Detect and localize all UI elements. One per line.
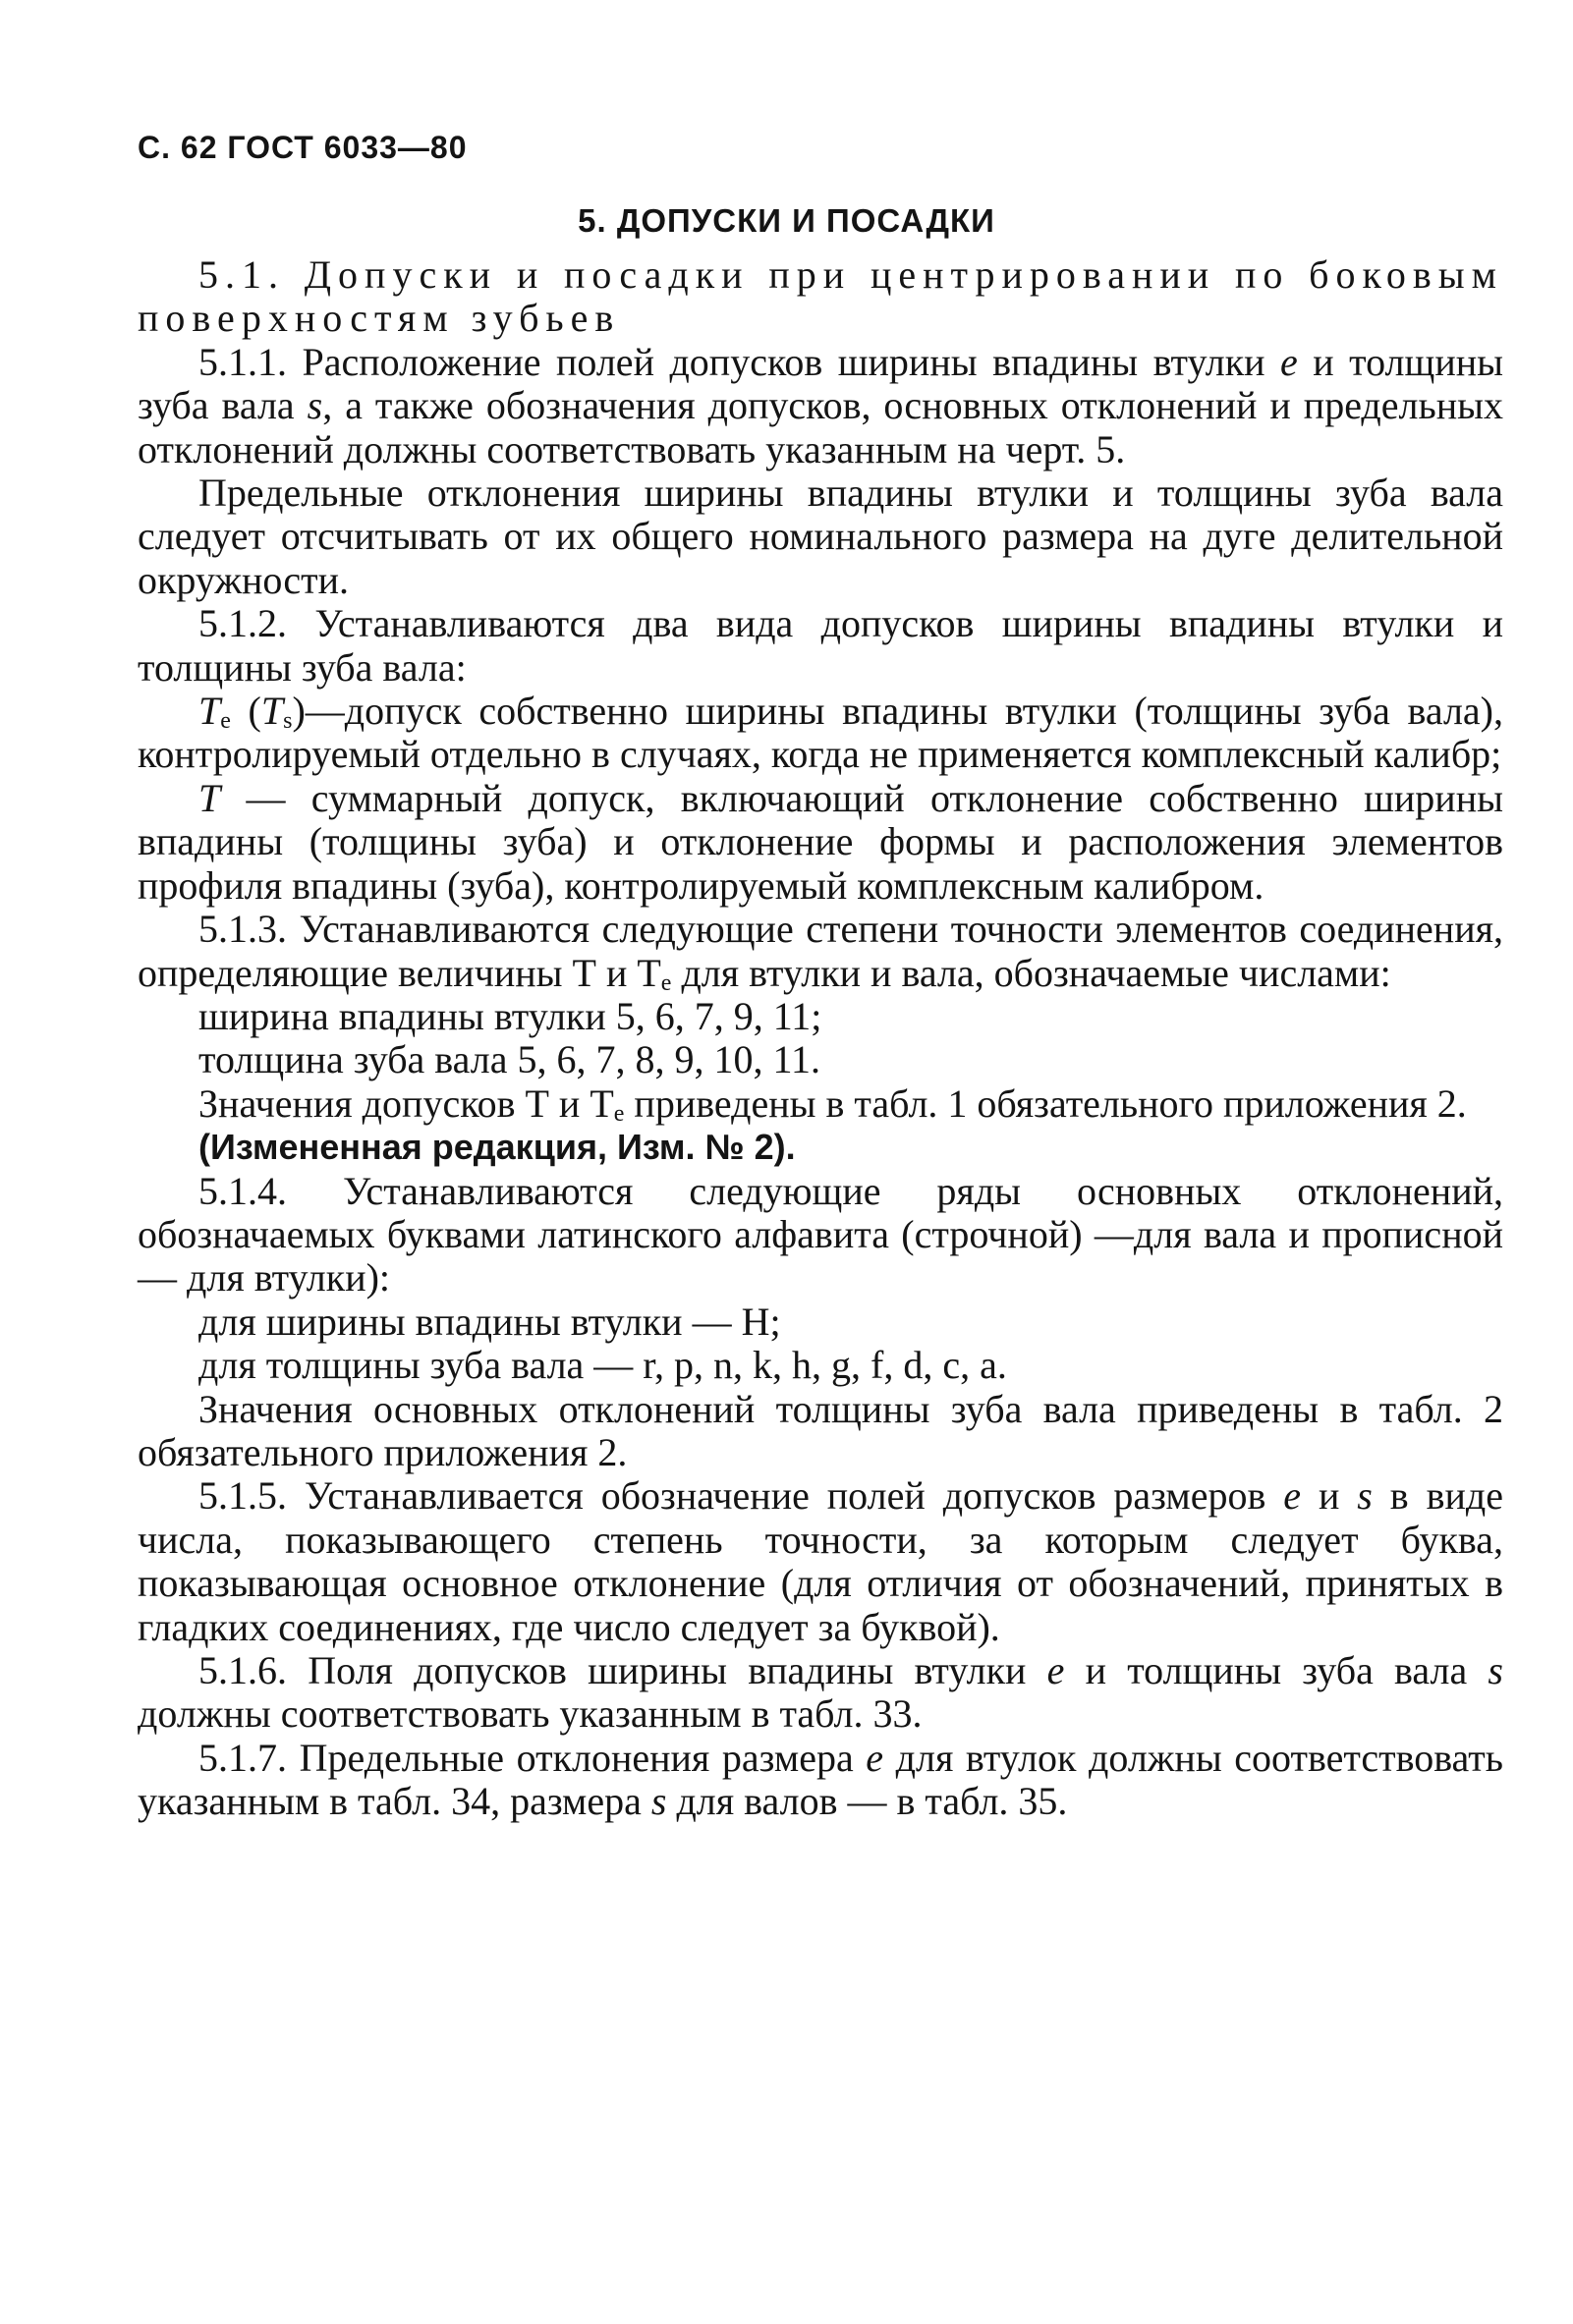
paragraph-5-1-1: 5.1.1. Расположение полей допусков ширины впадины втулки e и толщины зуба вала s, а также обозначения допусков, основных отклонений и предельных отклонений должны соответствовать указанным на черт. 5. (138, 339, 1504, 471)
document-body (138, 253, 1503, 1824)
paragraph-5-1-2: 5.1.2. Устанавливаются два вида допусков ширины впадины втулки и толщины зуба вала: (138, 601, 1503, 690)
paragraph-5-1-4: 5.1.4. Устанавливаются следующие ряды основных отклонений, обозначаемых буквами латинского алфавита (строчной) —для вала и прописной — для втулки): (138, 1168, 1503, 1300)
paragraph-5-1-3-hub: ширина впадины втулки 5, 6, 7, 9, 11; (198, 993, 822, 1038)
symbol-s: s (307, 383, 323, 428)
paragraph-5-1-6: 5.1.6. Поля допусков ширины впадины втулки e и толщины зуба вала s должны соответствовать указанным в табл. 33. (138, 1648, 1503, 1737)
paragraph-5-1-3-values: Значения допусков Т и $Т_e$ приведены в табл. 1 обязательного приложения 2. (198, 1080, 1467, 1127)
paragraph-5-1-2-t: T — суммарный допуск, включающий отклонение собственно ширины впадины (толщины зуба) и отклонение формы и расположения элементов профиля впадины (зуба), контролируемый комплексным калибром. (138, 775, 1503, 908)
paragraph-5-1-7: 5.1.7. Предельные отклонения размера e для втулок должны соответствовать указанным в табл. 34, размера s для валов — в табл. 35. (138, 1735, 1503, 1824)
paragraph-5-1-2-te: $T_e$ $(T_s)—допуск$ собственно ширины впадины втулки (толщины зуба вала), контролируемый отдельно в случаях, когда не применяется комплексный калибр; (138, 689, 1503, 777)
symbol-e: e (1280, 339, 1298, 384)
paragraph-5-1-4-shaft: для толщины зуба вала — r, р, n, k, h, g, f, d, с, а. (198, 1343, 1007, 1388)
subsection-heading-5-1: 5.1. Допуски и посадки при центрировании по боковым поверхностям зубьев (138, 252, 1503, 341)
paragraph-5-1-3-shaft: толщина зуба вала 5, 6, 7, 8, 9, 10, 11. (198, 1037, 820, 1082)
paragraph-5-1-5: 5.1.5. Устанавливается обозначение полей допусков размеров e и s в виде числа, показывающего степень точности, за которым следует буква, показывающая основное отклонение (для отличия от обозначений, принятых в гладких соединениях, где число следует за буквой). (138, 1473, 1503, 1649)
section-title: 5. ДОПУСКИ И ПОСАДКИ (578, 202, 995, 239)
edition-note: (Измененная редакция, Изм. № 2). (198, 1127, 796, 1168)
paragraph-5-1-1-limits: Предельные отклонения ширины впадины втулки и толщины зуба вала следует отсчитывать от их общего номинального размера на дуге делительной окружности. (138, 470, 1503, 602)
paragraph-5-1-4-hub: для ширины впадины втулки — Н; (198, 1299, 781, 1344)
page-header: С. 62 ГОСТ 6033—80 (138, 130, 468, 165)
paragraph-5-1-4-values: Значения основных отклонений толщины зуба вала приведены в табл. 2 обязательного приложения 2. (138, 1386, 1503, 1474)
paragraph-5-1-3: 5.1.3. Устанавливаются следующие степени точности элементов соединения, определяющие величины Т и $Т_e$ для втулки и вала, обозначаемые числами: (138, 907, 1503, 996)
